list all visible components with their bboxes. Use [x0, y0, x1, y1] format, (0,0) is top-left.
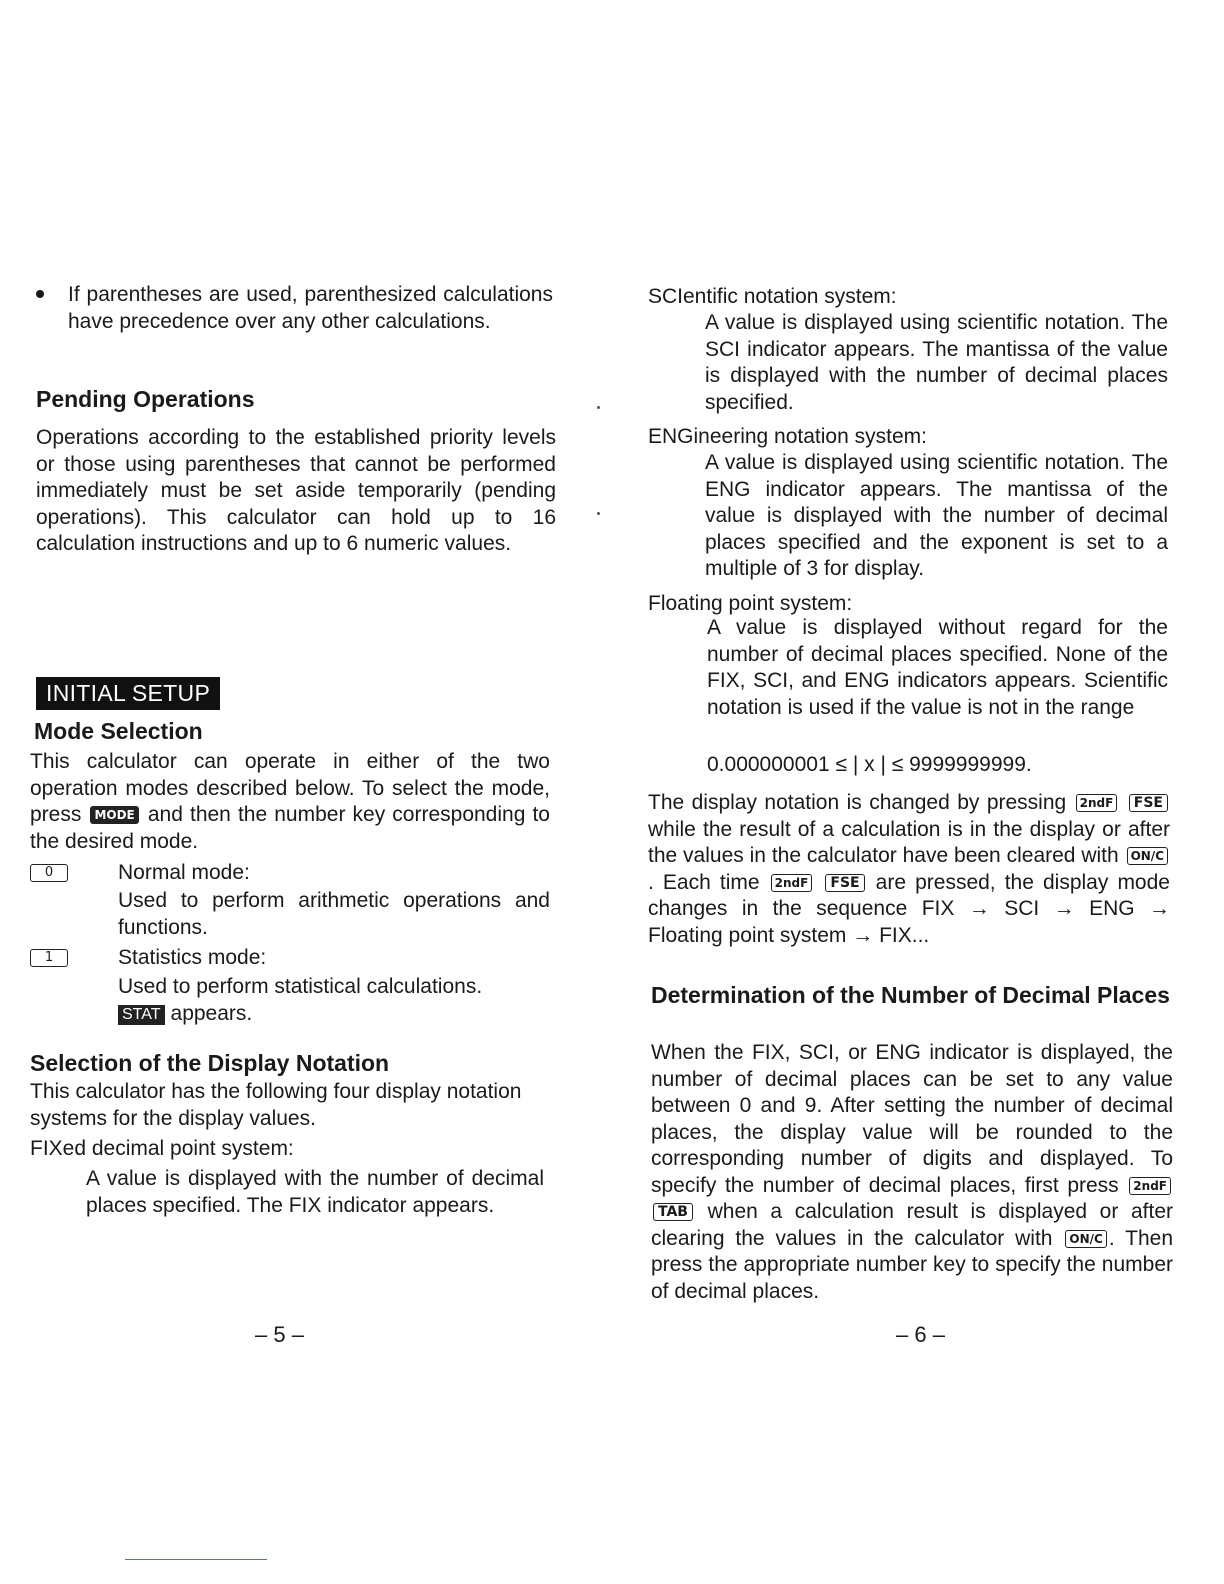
on-clear-key-icon: ON/C [1127, 847, 1168, 865]
scan-speck [597, 406, 600, 409]
decimal-text-3: . Then press the appropriate number key to specify the number of decimal places. [651, 1226, 1174, 1303]
fse-key-icon: FSE [1129, 794, 1168, 812]
fix-title: FIXed decimal point system: [30, 1137, 294, 1160]
decimal-text-1: When the FIX, SCI, or ENG indicator is displayed, the number of decimal places can be set to any value between 0 and 9. After setting the number of decimal places, the display value will be rounded to the corresponding number of digits and displayed. To specify the number of decimal places, first press [651, 1041, 1173, 1197]
mode-text-after: and then the number key corresponding to the desired mode. [30, 803, 550, 853]
one-key-icon: 1 [30, 949, 68, 967]
zero-key-icon: 0 [30, 864, 68, 882]
normal-mode-desc: Used to perform arithmetic operations and functions. [118, 889, 550, 939]
second-function-key-icon: 2ndF [1129, 1177, 1171, 1195]
mode-heading: Mode Selection [34, 718, 203, 744]
notation-text-3: . Each time [648, 870, 760, 894]
fse-key-icon: FSE [825, 874, 864, 892]
normal-mode-title: Normal mode: [118, 861, 250, 884]
initial-setup-banner: INITIAL SETUP [36, 677, 220, 710]
pending-heading: Pending Operations [36, 386, 255, 412]
display-notation-paragraph: This calculator has the following four display notation systems for the display values. [30, 1080, 522, 1130]
float-range: 0.000000001 ≤ | x | ≤ 9999999999. [707, 753, 1032, 776]
scan-edge-line [125, 1559, 267, 1560]
stats-mode-desc: Used to perform statistical calculations. [118, 975, 483, 998]
sci-desc: A value is displayed using scientific notation. The SCI indicator appears. The mantissa of the value is displayed with the number of decimal places specified. [705, 311, 1168, 414]
float-desc: A value is displayed without regard for the number of decimal places specified. None of the FIX, SCI, and ENG indicators appears. Scientific notation is used if the value is not in the range [707, 616, 1168, 719]
stat-indicator-icon: STAT [118, 1005, 165, 1025]
sci-title: SCIentific notation system: [648, 285, 897, 308]
pending-paragraph: Operations according to the established priority levels or those using parentheses that cannot be performed immediately must be set aside temporarily (pending operations). This calculator can hold up to 16 calculation instructions and up to 6 numeric values. [36, 426, 556, 555]
notation-text-2: while the result of a calculation is in the display or after the values in the calculator have been cleared with [648, 817, 1170, 867]
float-title: Floating point system: [648, 592, 853, 615]
decimal-text-2: when a calculation result is displayed or after clearing the values in the calculator with [651, 1200, 1173, 1250]
stat-line [118, 1001, 550, 1028]
eng-title: ENGineering notation system: [648, 425, 927, 448]
scan-speck [597, 512, 600, 515]
bullet-icon [36, 290, 44, 298]
mode-paragraph [30, 749, 550, 855]
stats-mode-title: Statistics mode: [118, 946, 267, 969]
decimal-places-paragraph [651, 1040, 1173, 1305]
eng-desc: A value is displayed using scientific notation. The ENG indicator appears. The mantissa of the value is displayed with the number of decimal places specified and the exponent is set to a multiple of 3 for display. [705, 451, 1168, 580]
on-clear-key-icon: ON/C [1065, 1230, 1106, 1248]
second-function-key-icon: 2ndF [771, 874, 813, 892]
mode-text-before: This calculator can operate in either of the two operation modes described below. To select the mode, press [30, 750, 550, 826]
second-function-key-icon: 2ndF [1076, 794, 1118, 812]
tab-key-icon: TAB [653, 1203, 693, 1221]
page-number-right: – 6 – [896, 1322, 945, 1347]
bullet-paragraph: If parentheses are used, parenthesized calculations have precedence over any other calculations. [68, 283, 553, 333]
fix-desc: A value is displayed with the number of decimal places specified. The FIX indicator appears. [86, 1167, 544, 1217]
notation-change-paragraph [648, 790, 1170, 949]
display-notation-heading: Selection of the Display Notation [30, 1050, 390, 1076]
decimal-places-heading: Determination of the Number of Decimal Places [651, 982, 1170, 1008]
mode-key-icon: MODE [90, 806, 138, 824]
stat-text: appears. [170, 1002, 253, 1025]
page-number-left: – 5 – [255, 1322, 304, 1347]
notation-text-4: are pressed, the display mode changes in the sequence FIX → SCI → ENG → Floating point system → FIX... [648, 870, 1170, 947]
notation-text-1: The display notation is changed by pressing [648, 791, 1067, 814]
